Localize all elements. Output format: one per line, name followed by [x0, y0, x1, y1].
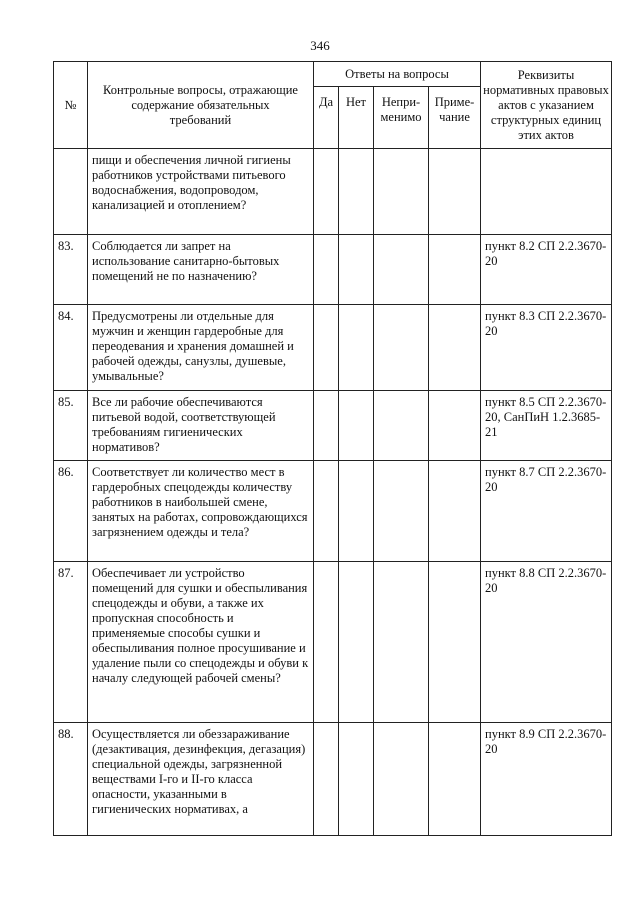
row-number [54, 149, 88, 235]
header-reference: Реквизиты нормативных правовых актов с указанием структурных единиц этих актов [481, 62, 612, 149]
note-cell [429, 391, 481, 461]
answer-no-cell [339, 562, 374, 723]
answer-yes-cell [314, 723, 339, 836]
header-yes: Да [314, 87, 339, 149]
table-row [54, 723, 612, 836]
row-number: 83. [54, 235, 88, 305]
answer-no-cell [339, 461, 374, 562]
answer-na-cell [374, 723, 429, 836]
header-note: Приме-чание [429, 87, 481, 149]
row-number: 87. [54, 562, 88, 723]
header-answers: Ответы на вопросы [314, 62, 481, 87]
header-no: Нет [339, 87, 374, 149]
row-question: Предусмотрены ли отдельные для мужчин и женщин гардеробные для переодевания и хранения домашней и рабочей одежды, санузлы, душевые, умывальные? [88, 305, 314, 391]
table-row [54, 391, 612, 461]
answer-yes-cell [314, 562, 339, 723]
answer-no-cell [339, 235, 374, 305]
answer-yes-cell [314, 305, 339, 391]
header-not-applicable: Непри-менимо [374, 87, 429, 149]
answer-no-cell [339, 723, 374, 836]
answer-no-cell [339, 391, 374, 461]
table-row [54, 461, 612, 562]
note-cell [429, 562, 481, 723]
answer-na-cell [374, 461, 429, 562]
row-number: 85. [54, 391, 88, 461]
note-cell [429, 235, 481, 305]
note-cell [429, 461, 481, 562]
answer-na-cell [374, 149, 429, 235]
header-number: № [54, 62, 88, 149]
note-cell [429, 305, 481, 391]
page-number: 346 [310, 38, 330, 53]
note-cell [429, 149, 481, 235]
row-number: 86. [54, 461, 88, 562]
row-reference: пункт 8.8 СП 2.2.3670-20 [481, 562, 612, 723]
answer-no-cell [339, 149, 374, 235]
row-reference: пункт 8.3 СП 2.2.3670-20 [481, 305, 612, 391]
row-question: Обеспечивает ли устройство помещений для сушки и обеспыливания спецодежды и обуви, а также их пропускная способность и применяемые способы сушки и обеспыливания полное просушивание и удаление пыли со спецодежды и обуви к началу следующей рабочей смены? [88, 562, 314, 723]
row-question: Соблюдается ли запрет на использование санитарно-бытовых помещений не по назначению? [88, 235, 314, 305]
answer-yes-cell [314, 461, 339, 562]
table-row [54, 562, 612, 723]
row-reference: пункт 8.9 СП 2.2.3670-20 [481, 723, 612, 836]
row-question: Осуществляется ли обеззараживание (дезактивация, дезинфекция, дегазация) специальной одежды, загрязненной веществами I-го и II-го класса опасности, указанными в гигиенических нормативах, а [88, 723, 314, 836]
row-question: Все ли рабочие обеспечиваются питьевой водой, соответствующей требованиям гигиенических нормативов? [88, 391, 314, 461]
answer-yes-cell [314, 149, 339, 235]
answer-na-cell [374, 235, 429, 305]
answer-na-cell [374, 562, 429, 723]
row-question: пищи и обеспечения личной гигиены работников устройствами питьевого водоснабжения, водопроводом, канализацией и отоплением? [88, 149, 314, 235]
row-reference: пункт 8.2 СП 2.2.3670-20 [481, 235, 612, 305]
answer-no-cell [339, 305, 374, 391]
row-reference: пункт 8.5 СП 2.2.3670-20, СанПиН 1.2.3685-21 [481, 391, 612, 461]
row-question: Соответствует ли количество мест в гардеробных спецодежды количеству работников в наибольшей смене, занятых на работах, сопровождающихся загрязнением одежды и тела? [88, 461, 314, 562]
header-question: Контрольные вопросы, отражающие содержание обязательных требований [88, 62, 314, 149]
row-number: 88. [54, 723, 88, 836]
answer-yes-cell [314, 235, 339, 305]
row-number: 84. [54, 305, 88, 391]
table-row [54, 149, 612, 235]
table-row [54, 305, 612, 391]
table-row [54, 235, 612, 305]
answer-na-cell [374, 391, 429, 461]
note-cell [429, 723, 481, 836]
checklist-table [53, 61, 612, 836]
row-reference [481, 149, 612, 235]
answer-yes-cell [314, 391, 339, 461]
row-reference: пункт 8.7 СП 2.2.3670-20 [481, 461, 612, 562]
answer-na-cell [374, 305, 429, 391]
